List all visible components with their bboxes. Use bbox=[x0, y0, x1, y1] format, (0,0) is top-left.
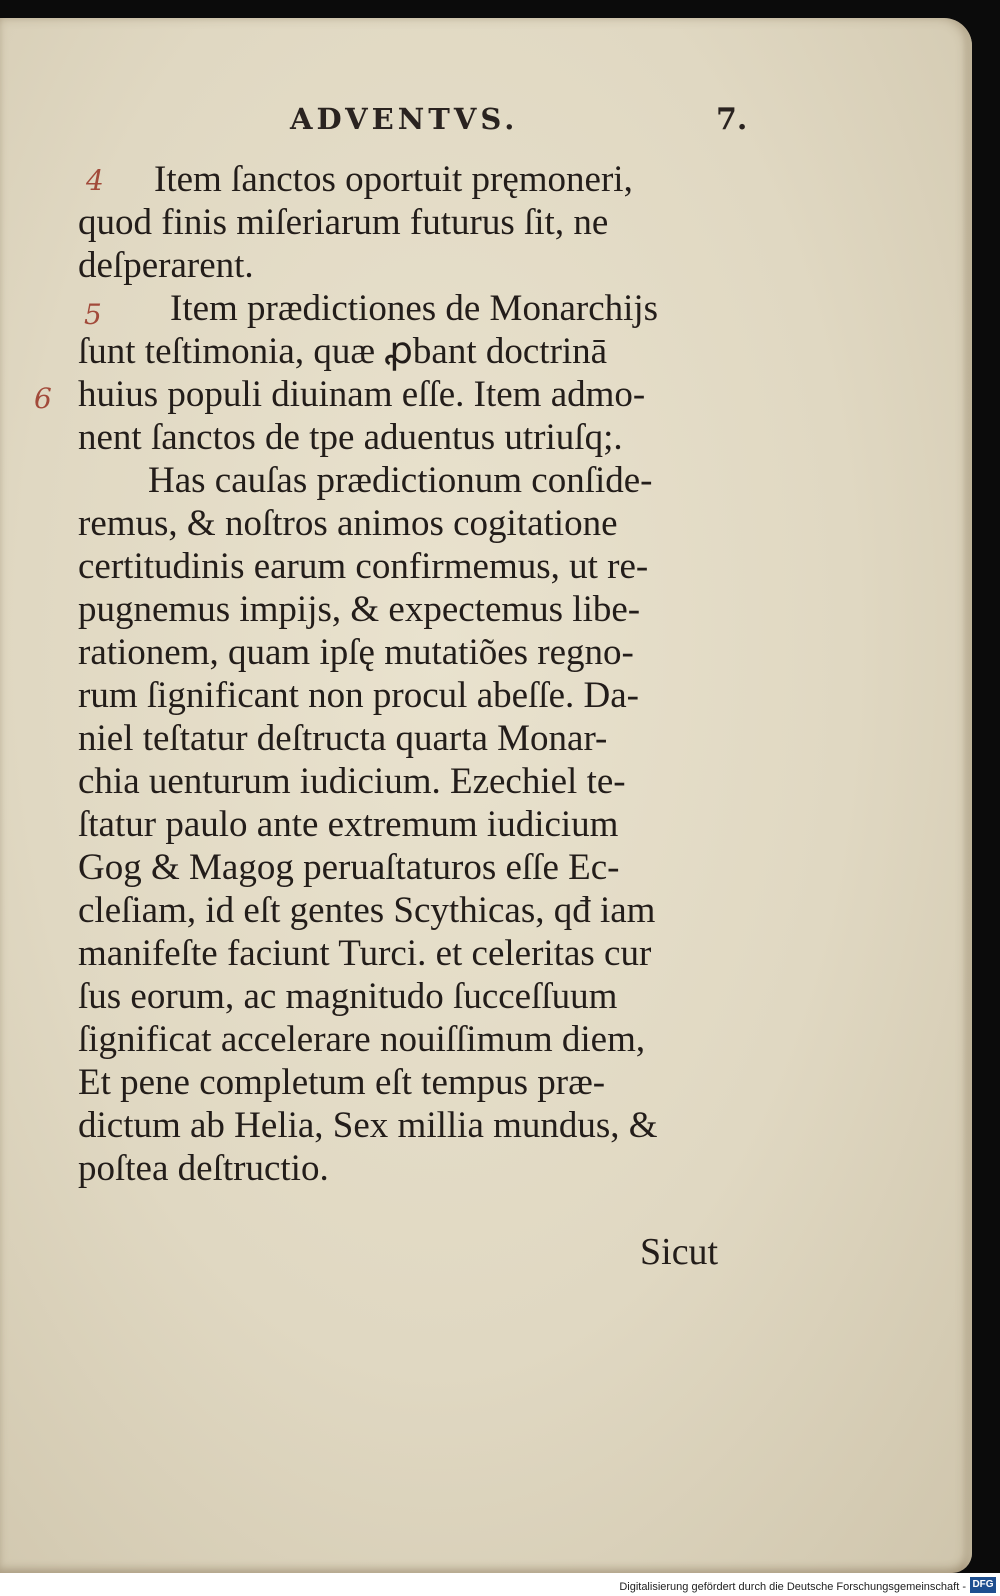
page-number: 7. bbox=[716, 102, 748, 137]
text-line: ſunt teſtimonia, quæ ꝓbant doctrinā bbox=[78, 331, 608, 372]
dfg-logo: DFG bbox=[970, 1577, 996, 1593]
text-line: ſtatur paulo ante extremum iudicium bbox=[78, 804, 619, 845]
text-line: Item prædictiones de Monarchijs bbox=[170, 288, 659, 329]
running-head: ADVENTVS. bbox=[290, 102, 519, 136]
text-line: Item ſanctos oportuit pręmoneri, bbox=[154, 159, 633, 200]
margin-note-6: 6 bbox=[34, 382, 52, 415]
text-line: ſus eorum, ac magnitudo ſucceſſuum bbox=[78, 976, 618, 1017]
text-line: chia uenturum iudicium. Ezechiel te- bbox=[78, 761, 626, 802]
text-line: dictum ab Helia, Sex millia mundus, & bbox=[78, 1105, 658, 1146]
text-line: Et pene completum eſt tempus præ- bbox=[78, 1062, 606, 1103]
text-line: rationem, quam ipſę mutatiões regno- bbox=[78, 632, 634, 673]
text-line: rum ſignificant non procul abeſſe. Da- bbox=[78, 675, 639, 716]
text-line: nent ſanctos de tpe aduentus utriuſq;. bbox=[78, 417, 623, 458]
text-line: ſignificat accelerare nouiſſimum diem, bbox=[78, 1019, 646, 1060]
text-line: cleſiam, id eſt gentes Scythicas, qđ iam bbox=[78, 890, 656, 931]
footer-bar bbox=[0, 1573, 1000, 1596]
book-page bbox=[0, 18, 972, 1573]
catchword: Sicut bbox=[640, 1231, 719, 1273]
text-line: Gog & Magog peruaſtaturos eſſe Ec- bbox=[78, 847, 620, 888]
text-line: poſtea deſtructio. bbox=[78, 1148, 329, 1189]
text-line: huius populi diuinam eſſe. Item admo- bbox=[78, 374, 646, 415]
text-line: manifeſte faciunt Turci. et celeritas cur bbox=[78, 933, 652, 974]
text-line: certitudinis earum confirmemus, ut re- bbox=[78, 546, 649, 587]
margin-note-4: 4 bbox=[86, 164, 104, 197]
body-text bbox=[78, 158, 750, 1190]
page-edge-shadow bbox=[962, 18, 972, 1573]
text-line: niel teſtatur deſtructa quarta Monar- bbox=[78, 718, 608, 759]
text-line: remus, & noſtros animos cogitatione bbox=[78, 503, 618, 544]
text-line: Has cauſas prædictionum conſide- bbox=[148, 460, 653, 501]
text-line: deſperarent. bbox=[78, 245, 254, 286]
text-line: quod finis miſeriarum futurus ſit, ne bbox=[78, 202, 609, 243]
digitization-credit: Digitalisierung gefördert durch die Deutsche Forschungsgemeinschaft - bbox=[619, 1581, 966, 1593]
margin-note-5: 5 bbox=[84, 298, 102, 331]
text-line: pugnemus impijs, & expectemus libe- bbox=[78, 589, 641, 630]
